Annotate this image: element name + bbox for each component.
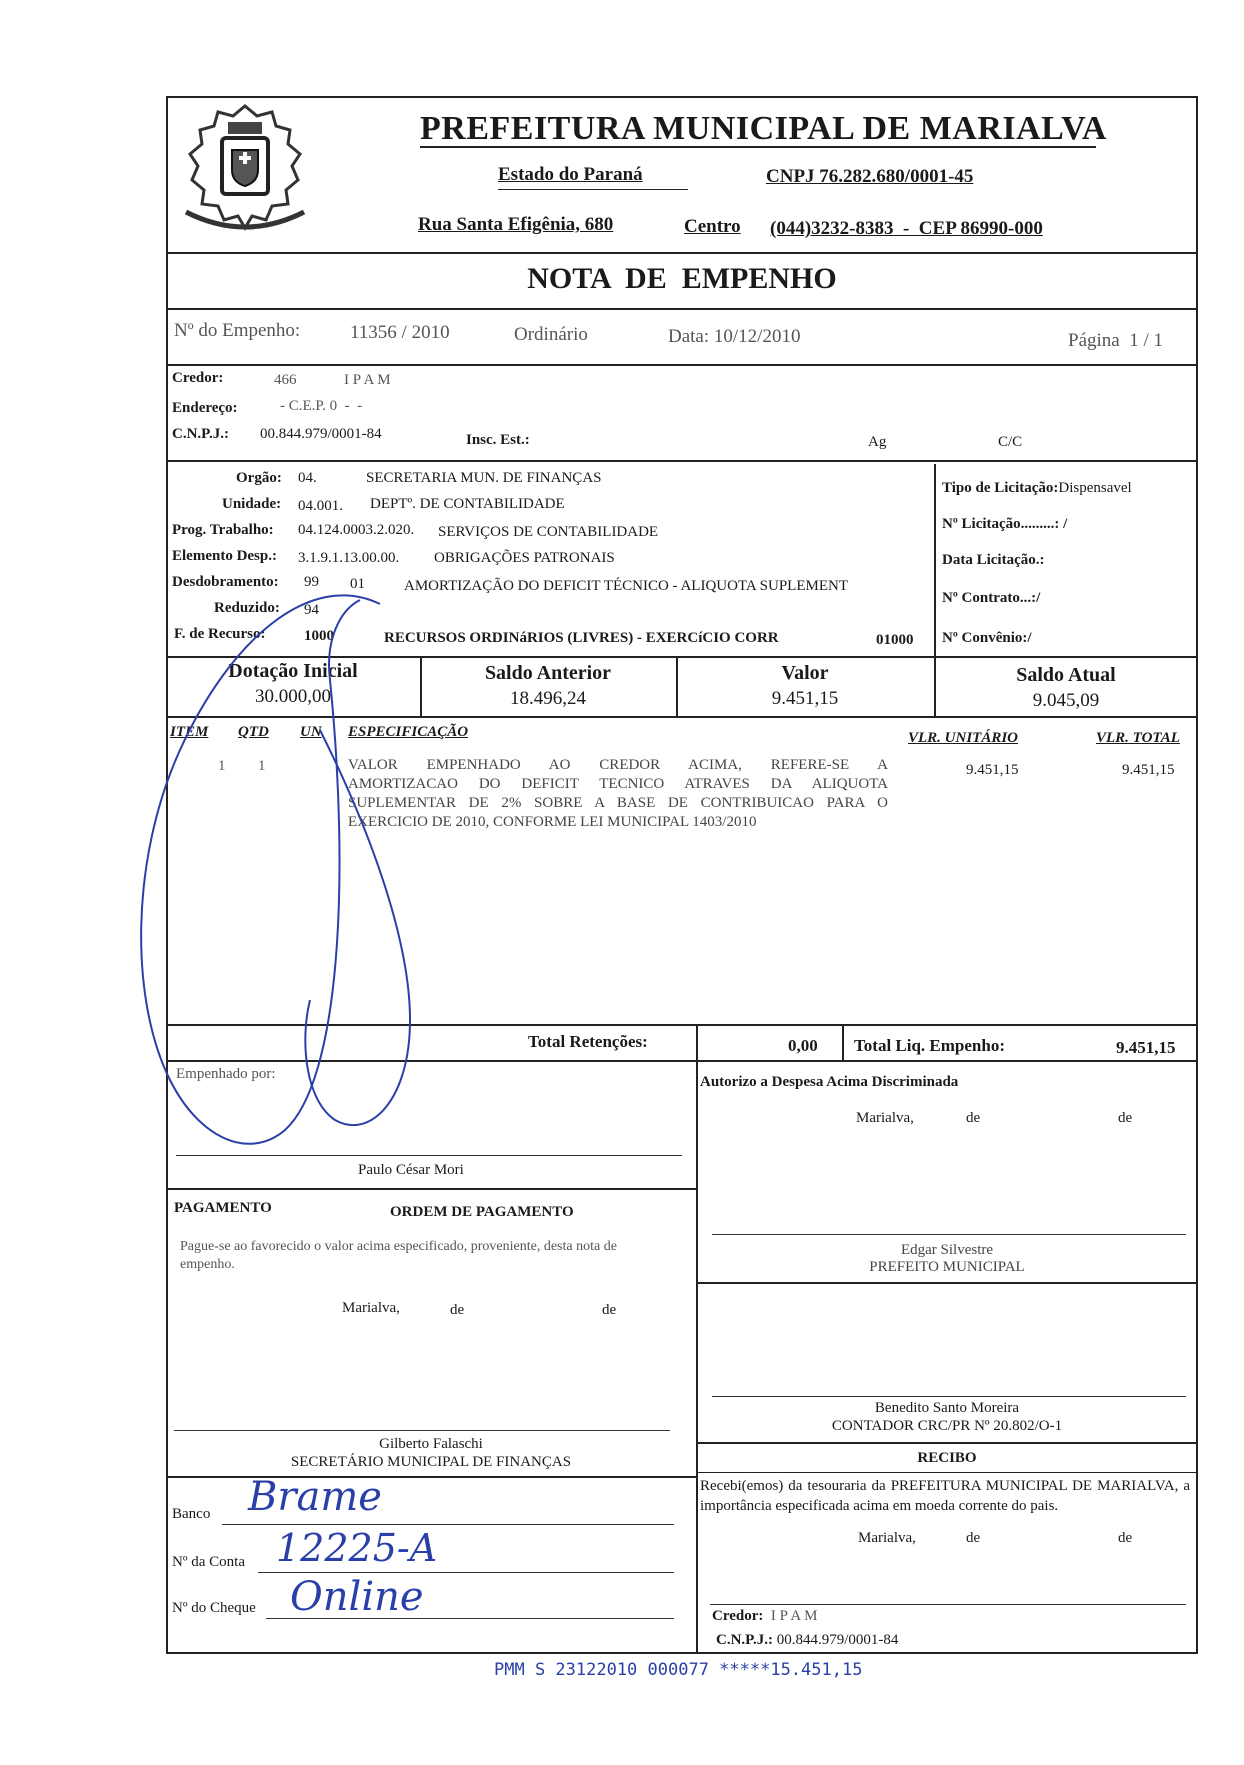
pagamento-de-1: de — [450, 1302, 465, 1318]
secretario-name: Gilberto Falaschi — [379, 1436, 483, 1452]
elemento-desc: OBRIGAÇÕES PATRONAIS — [434, 550, 615, 566]
cheque-handwritten: Online — [290, 1574, 424, 1620]
header-address: Rua Santa Efigênia, 680 — [418, 214, 614, 235]
credor-code: 466 — [274, 372, 297, 388]
title-underline — [420, 146, 1096, 148]
prog-trabalho-label: Prog. Trabalho: — [172, 522, 274, 538]
saldo-atual-value: 9.045,09 — [1032, 690, 1100, 711]
credor-label: Credor: — [172, 370, 224, 386]
header-vlr-total: VLR. TOTAL — [1096, 730, 1180, 746]
conta-corrente-label: C/C — [998, 434, 1023, 450]
desdobramento-sub: 01 — [350, 576, 365, 592]
pagamento-text: Pague-se ao favorecido o valor acima especificado, proveniente, desta nota de empenho. — [180, 1239, 617, 1272]
cheque-label: Nº do Cheque — [172, 1600, 256, 1616]
esp-line-1: VALOR EMPENHADO AO CREDOR ACIMA, REFERE-SE A — [348, 757, 888, 773]
prefeito-name: Edgar Silvestre — [900, 1242, 994, 1258]
total-liq-empenho-label: Total Liq. Empenho: — [854, 1036, 1005, 1055]
fonte-recurso-value: 1000 — [304, 628, 334, 644]
reduzido-value: 94 — [304, 602, 319, 618]
total-retencoes-label: Total Retenções: — [528, 1032, 648, 1051]
banco-handwritten: Brame — [248, 1474, 382, 1520]
prog-trabalho-desc: SERVIÇOS DE CONTABILIDADE — [438, 524, 659, 540]
fonte-recurso-code: 01000 — [876, 632, 914, 648]
item-number: 1 — [218, 758, 226, 774]
numero-licitacao: Nº Licitação.........: / — [942, 516, 1068, 532]
pagamento-title: PAGAMENTO — [174, 1200, 272, 1216]
insc-est-label: Insc. Est.: — [466, 432, 530, 448]
autorizo-place: Marialva, — [856, 1110, 914, 1126]
numero-contrato: Nº Contrato...:/ — [942, 590, 1041, 606]
data-licitacao: Data Licitação.: — [942, 552, 1045, 568]
tipo-licitacao: Tipo de Licitação:Dispensavel — [942, 480, 1132, 496]
unidade-desc: DEPTº. DE CONTABILIDADE — [370, 496, 565, 512]
fonte-recurso-desc: RECURSOS ORDINáRIOS (LIVRES) - EXERCíCIO CORR — [384, 630, 779, 646]
recibo-de-1: de — [966, 1530, 981, 1546]
valor-value: 9.451,15 — [771, 688, 839, 709]
orgao-desc: SECRETARIA MUN. DE FINANÇAS — [366, 470, 602, 486]
state-label: Estado do Paraná — [498, 164, 643, 185]
elemento-value: 3.1.9.1.13.00.00. — [298, 550, 400, 566]
saldo-anterior-value: 18.496,24 — [510, 688, 586, 709]
item-especificacao — [348, 756, 888, 832]
recibo-place: Marialva, — [858, 1530, 916, 1546]
header-vlr-unitario: VLR. UNITÁRIO — [908, 730, 1019, 746]
header-district: Centro — [684, 216, 741, 237]
recibo-cnpj: C.N.P.J.: 00.844.979/0001-84 — [716, 1632, 899, 1648]
recibo-title: RECIBO — [917, 1450, 977, 1466]
contador-role: CONTADOR CRC/PR Nº 20.802/O-1 — [831, 1418, 1063, 1434]
header-cnpj: CNPJ 76.282.680/0001-45 — [766, 166, 974, 187]
elemento-label: Elemento Desp.: — [172, 548, 277, 564]
secretario-role: SECRETÁRIO MUNICIPAL DE FINANÇAS — [290, 1454, 572, 1470]
pagamento-place: Marialva, — [342, 1300, 400, 1316]
esp-line-4: EXERCICIO DE 2010, CONFORME LEI MUNICIPAL 1403/2010 — [348, 814, 757, 830]
total-retencoes-value: 0,00 — [788, 1036, 818, 1055]
orgao-label: Orgão: — [236, 470, 282, 486]
header-especificacao: ESPECIFICAÇÃO — [348, 724, 469, 740]
numero-convenio: Nº Convênio:/ — [942, 630, 1032, 646]
conta-label: Nº da Conta — [172, 1554, 245, 1570]
orgao-value: 04. — [298, 470, 317, 486]
document-title: NOTA DE EMPENHO — [527, 262, 837, 295]
endereco-value: - C.E.P. 0 - - — [280, 398, 363, 414]
total-liq-empenho-value: 9.451,15 — [1116, 1038, 1176, 1057]
unidade-value: 04.001. — [298, 498, 343, 514]
saldo-anterior-label: Saldo Anterior — [484, 662, 612, 684]
coat-of-arms-logo — [172, 100, 318, 240]
page-number: Página 1 / 1 — [1068, 330, 1163, 351]
valor-label: Valor — [781, 662, 829, 684]
desdobramento-label: Desdobramento: — [172, 574, 279, 590]
item-qtd: 1 — [258, 758, 266, 774]
header-un: UN — [300, 724, 322, 740]
header-qtd: QTD — [238, 724, 269, 740]
desdobramento-value: 99 — [304, 574, 319, 590]
empenhado-por-label: Empenhado por: — [176, 1066, 276, 1082]
fonte-recurso-label: F. de Recurso: — [174, 626, 266, 642]
esp-line-3: SUPLEMENTAR DE 2% SOBRE A BASE DE CONTRIBUICAO PARA O — [348, 795, 888, 811]
dotacao-inicial-value: 30.000,00 — [255, 686, 331, 707]
unidade-label: Unidade: — [222, 496, 282, 512]
contador-name: Benedito Santo Moreira — [874, 1400, 1020, 1416]
autorizo-title: Autorizo a Despesa Acima Discriminada — [700, 1074, 959, 1090]
esp-line-2: AMORTIZACAO DO DEFICIT TECNICO ATRAVES DA ALIQUOTA — [348, 776, 888, 792]
recibo-de-2: de — [1118, 1530, 1133, 1546]
reduzido-label: Reduzido: — [214, 600, 280, 616]
credor-name: I P A M — [344, 372, 391, 388]
recibo-text: Recebi(emos) da tesouraria da PREFEITURA MUNICIPAL DE MARIALVA, a importância especificada acima em moeda corrente do pais. — [700, 1478, 1190, 1514]
saldo-atual-label: Saldo Atual — [1016, 664, 1116, 686]
header-phone-cep: (044)3232-8383 - CEP 86990-000 — [770, 218, 1043, 239]
endereco-label: Endereço: — [172, 400, 238, 416]
recibo-credor: Credor: I P A M — [712, 1608, 818, 1624]
credor-cnpj-value: 00.844.979/0001-84 — [260, 426, 382, 442]
empenho-number: 11356 / 2010 — [350, 322, 450, 343]
prefeito-role: PREFEITO MUNICIPAL — [869, 1259, 1025, 1275]
conta-handwritten: 12225-A — [276, 1526, 438, 1570]
empenho-type: Ordinário — [514, 324, 588, 345]
item-vlr-total: 9.451,15 — [1122, 762, 1175, 778]
dotacao-inicial-label: Dotação Inicial — [228, 660, 358, 682]
empenho-date: Data: 10/12/2010 — [668, 326, 801, 347]
page-title: PREFEITURA MUNICIPAL DE MARIALVA — [420, 110, 1107, 147]
footer-stamp: PMM S 23122010 000077 *****15.451,15 — [494, 1660, 863, 1680]
credor-cnpj-label: C.N.P.J.: — [172, 426, 229, 442]
ordem-pagamento-title: ORDEM DE PAGAMENTO — [390, 1204, 574, 1220]
desdobramento-desc: AMORTIZAÇÃO DO DEFICIT TÉCNICO - ALIQUOTA SUPLEMENT — [404, 578, 849, 594]
autorizo-de-1: de — [966, 1110, 981, 1126]
empenhado-por-name: Paulo César Mori — [358, 1162, 464, 1178]
banco-label: Banco — [172, 1506, 211, 1522]
pagamento-de-2: de — [602, 1302, 617, 1318]
header-item: ITEM — [170, 724, 209, 740]
empenho-label: Nº do Empenho: — [174, 320, 301, 341]
prog-trabalho-value: 04.124.0003.2.020. — [298, 522, 415, 538]
item-vlr-unitario: 9.451,15 — [966, 762, 1019, 778]
autorizo-de-2: de — [1118, 1110, 1133, 1126]
agencia-label: Ag — [868, 434, 887, 450]
